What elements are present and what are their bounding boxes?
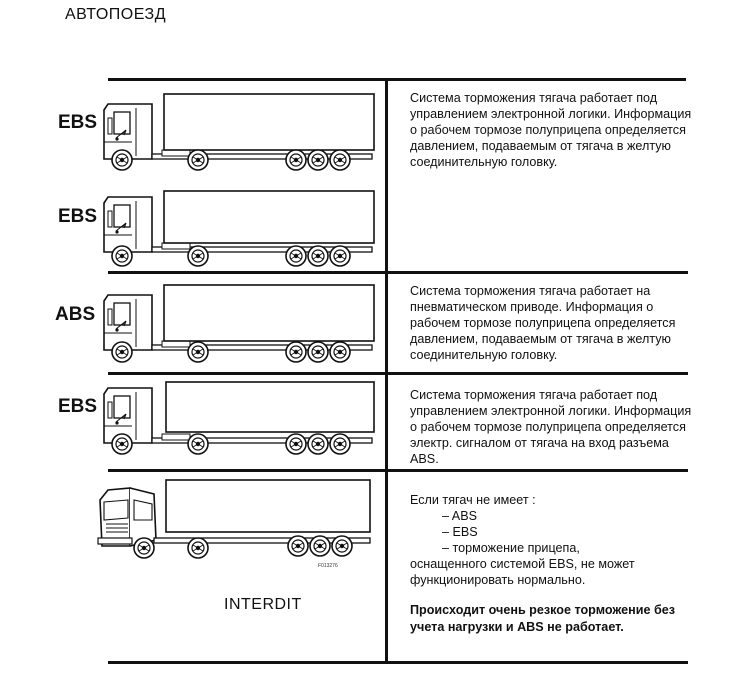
trailer-brake-continuation: оснащенного системой EBS, не может функционировать нормально.	[410, 557, 635, 587]
row-3-description: Система торможения тягача работает под управлением электронной логики. Информация о рабочем тормозе полуприцепа определяется электр. сигналом от тягача на вход разъема ABS.	[410, 388, 692, 466]
rig-4-truck	[104, 382, 374, 454]
rig-2-tractor-label: EBS	[58, 206, 98, 227]
rig-5-truck	[98, 480, 370, 558]
page-title: АВТОПОЕЗД	[65, 6, 167, 23]
missing-trailer-brake-item: – торможение прицепа,	[442, 541, 580, 555]
warning-note: Происходит очень резкое торможение без учета нагрузки и ABS не работает.	[410, 603, 676, 634]
rig-1-truck	[104, 94, 374, 170]
interdit-caption: INTERDIT	[224, 596, 302, 613]
rig-2-truck	[104, 191, 374, 266]
rig-4-tractor-label: EBS	[58, 396, 98, 417]
rig-1-tractor-label: EBS	[58, 112, 98, 133]
rig-3-truck	[104, 285, 374, 362]
row-2-description: Система торможения тягача работает на пневматическом приводе. Информация о рабочем тормозе полуприцепа определяется давлением, подаваемым от тягача в желтую соединительную головку.	[410, 284, 676, 362]
no-system-intro: Если тягач не имеет :	[410, 493, 536, 507]
figure-code: F013276	[318, 563, 338, 569]
rig-3-tractor-label: ABS	[55, 304, 96, 325]
row-1-description: Система торможения тягача работает под управлением электронной логики. Информация о рабочем тормозе полуприцепа определяется давлением, подаваемым от тягача в желтую соединительную головку.	[410, 91, 692, 169]
missing-abs-item: – ABS	[442, 509, 478, 523]
missing-ebs-item: – EBS	[442, 525, 478, 539]
